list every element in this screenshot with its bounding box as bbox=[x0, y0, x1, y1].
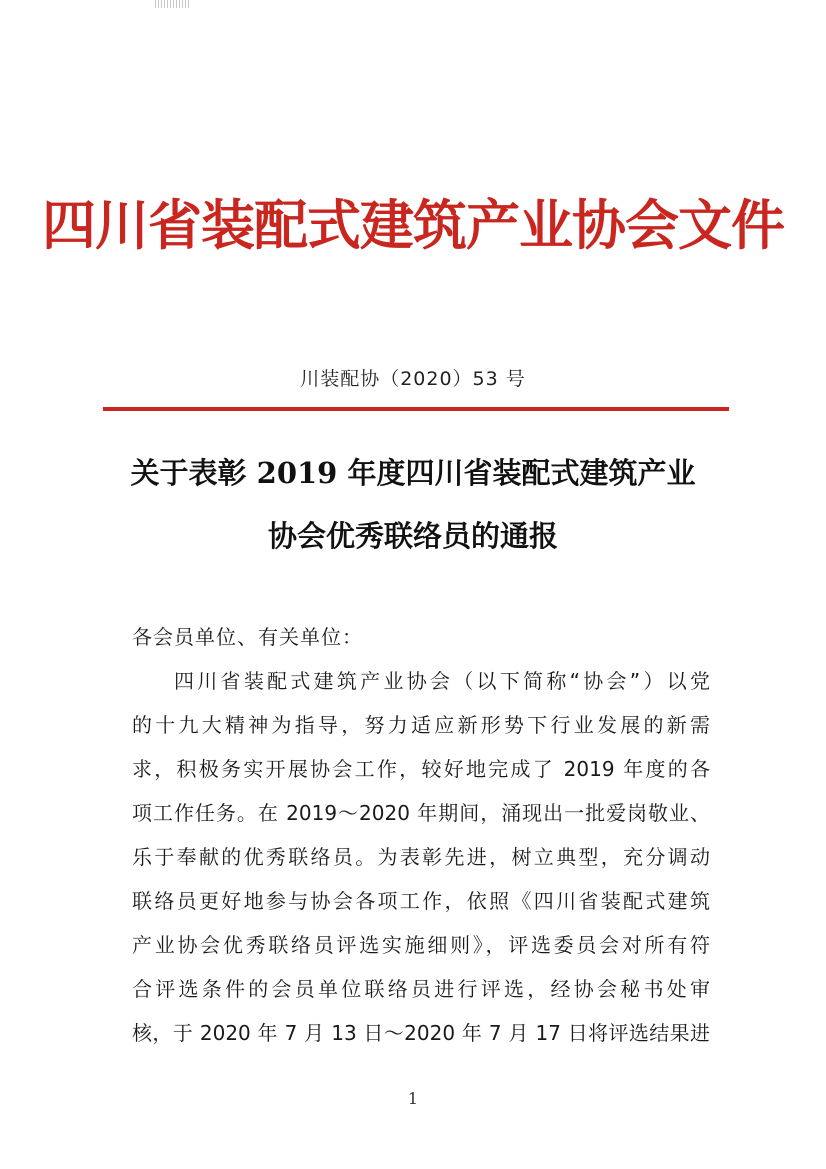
body-line: 合评选条件的会员单位联络员进行评选，经协会秘书处审 bbox=[132, 977, 710, 1001]
document-number: 川装配协（2020）53 号 bbox=[300, 368, 526, 390]
body-line: 核，于 2020 年 7 月 13 日～2020 年 7 月 17 日将评选结果进 bbox=[132, 1021, 710, 1045]
page-number: 1 bbox=[407, 1089, 419, 1108]
notice-title-line-1: 关于表彰 2019 年度四川省装配式建筑产业 bbox=[130, 456, 696, 490]
body-line: 产业协会优秀联络员评选实施细则》，评选委员会对所有符 bbox=[132, 933, 710, 957]
salutation: 各会员单位、有关单位： bbox=[132, 625, 363, 649]
body-line: 联络员更好地参与协会各项工作，依照《四川省装配式建筑 bbox=[132, 889, 710, 913]
body-line: 的十九大精神为指导，努力适应新形势下行业发展的新需 bbox=[132, 713, 710, 737]
document-header-title: 四川省装配式建筑产业协会文件 bbox=[42, 193, 784, 257]
scan-artifact bbox=[155, 0, 189, 8]
notice-title-line-2: 协会优秀联络员的通报 bbox=[267, 519, 558, 553]
red-divider-rule bbox=[103, 407, 729, 411]
body-line: 项工作任务。在 2019～2020 年期间，涌现出一批爱岗敬业、 bbox=[132, 801, 710, 825]
body-line: 乐于奉献的优秀联络员。为表彰先进，树立典型，充分调动 bbox=[132, 845, 710, 869]
body-line: 四川省装配式建筑产业协会（以下简称“协会”）以党 bbox=[174, 669, 710, 693]
body-line: 求，积极务实开展协会工作，较好地完成了 2019 年度的各 bbox=[132, 757, 710, 781]
